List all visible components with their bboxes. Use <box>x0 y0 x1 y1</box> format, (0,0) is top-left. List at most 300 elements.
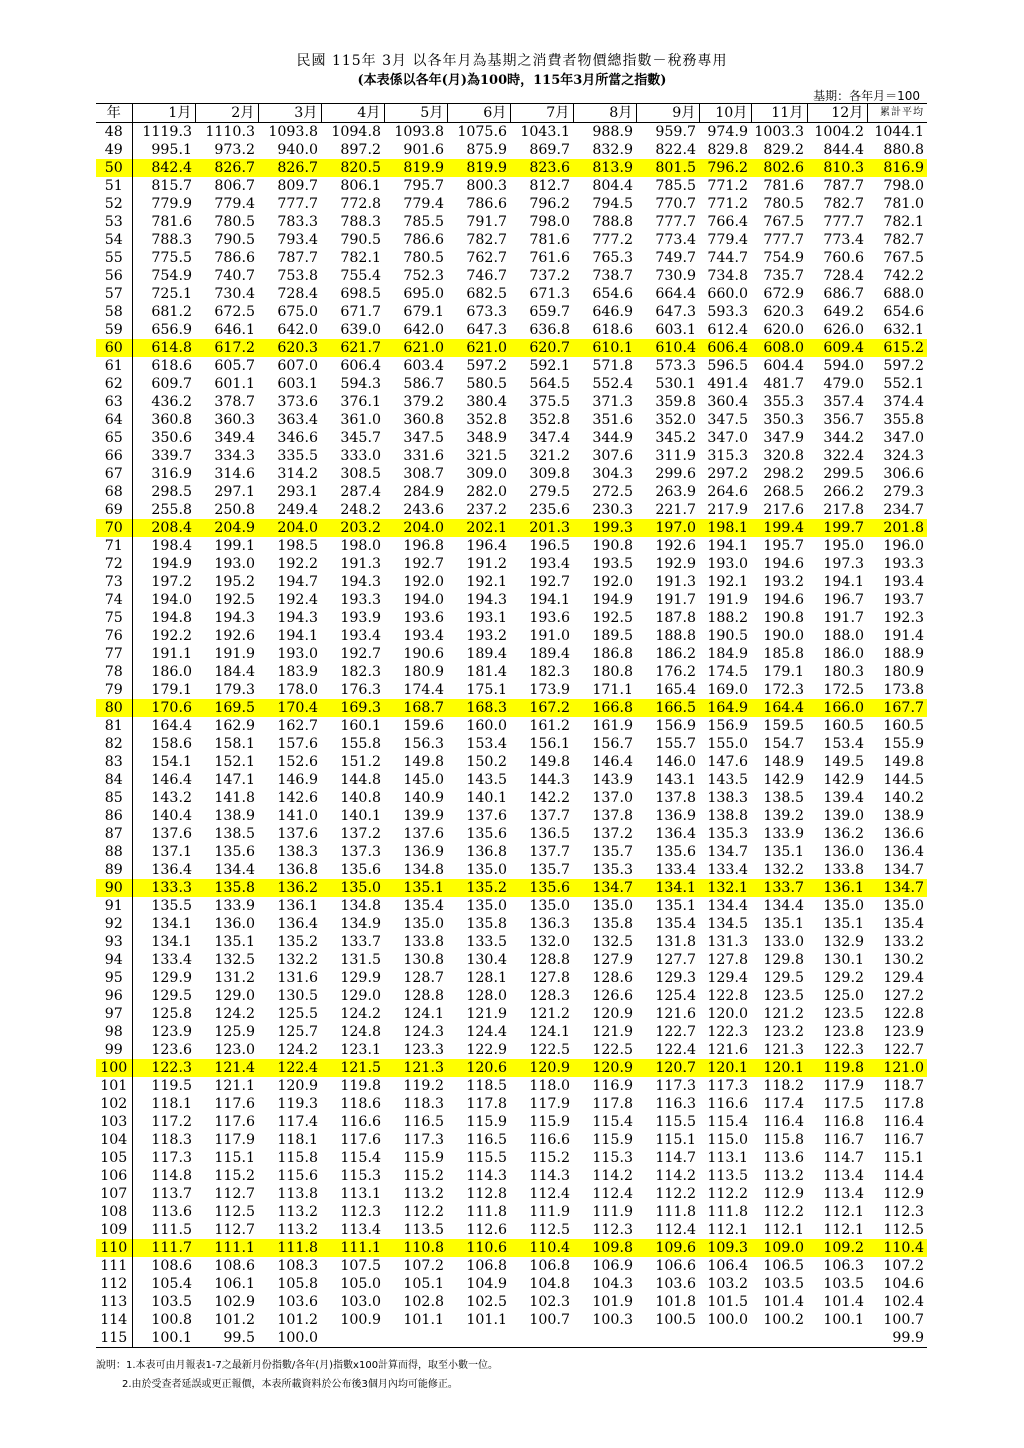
index-cell: 137.0 <box>592 790 633 806</box>
index-cell: 193.6 <box>529 610 570 626</box>
index-cell: 115.3 <box>592 1150 633 1166</box>
index-cell: 204.9 <box>195 519 258 537</box>
index-cell: 786.6 <box>214 250 255 266</box>
average-cell: 324.3 <box>883 448 924 464</box>
index-cell: 786.6 <box>466 196 507 212</box>
year-cell: 102 <box>96 1095 132 1113</box>
index-cell: 134.4 <box>763 898 804 914</box>
index-cell: 356.7 <box>823 412 864 428</box>
index-cell: 101.2 <box>214 1312 255 1328</box>
average-cell: 880.8 <box>883 142 924 158</box>
table-header-row <box>96 104 927 123</box>
index-cell: 194.9 <box>592 592 633 608</box>
index-cell: 193.6 <box>403 610 444 626</box>
index-cell: 121.6 <box>655 1006 696 1022</box>
average-cell: 192.3 <box>883 610 924 626</box>
index-cell: 621.0 <box>447 339 510 357</box>
index-cell: 136.8 <box>466 844 507 860</box>
index-cell: 168.3 <box>447 699 510 717</box>
index-cell: 109.0 <box>751 1239 807 1257</box>
index-cell: 137.2 <box>340 826 381 842</box>
index-cell: 609.4 <box>807 339 867 357</box>
index-cell: 106.4 <box>707 1258 748 1274</box>
average-cell: 767.5 <box>883 250 924 266</box>
index-cell: 166.8 <box>573 699 636 717</box>
index-cell: 112.5 <box>214 1204 255 1220</box>
index-cell: 106.9 <box>592 1258 633 1274</box>
index-cell: 136.4 <box>277 916 318 932</box>
table-row <box>96 1131 927 1149</box>
index-cell: 188.0 <box>823 628 864 644</box>
year-cell: 101 <box>96 1077 132 1095</box>
index-cell: 284.9 <box>403 484 444 500</box>
table-row <box>96 681 927 699</box>
index-cell: 119.2 <box>403 1078 444 1094</box>
index-cell: 129.4 <box>707 970 748 986</box>
index-cell: 129.0 <box>340 988 381 1004</box>
index-cell: 822.4 <box>655 142 696 158</box>
table-row <box>96 339 927 357</box>
index-cell: 108.6 <box>151 1258 192 1274</box>
index-cell: 103.5 <box>823 1276 864 1292</box>
index-cell: 266.2 <box>823 484 864 500</box>
index-cell: 196.5 <box>529 538 570 554</box>
index-cell: 111.8 <box>466 1204 507 1220</box>
index-cell: 143.2 <box>151 790 192 806</box>
average-cell: 134.7 <box>867 879 927 897</box>
index-cell: 117.8 <box>466 1096 507 1112</box>
index-cell: 111.9 <box>592 1204 633 1220</box>
year-cell: 53 <box>96 213 132 231</box>
index-cell: 636.8 <box>529 322 570 338</box>
index-cell: 135.6 <box>340 862 381 878</box>
index-cell: 103.5 <box>151 1294 192 1310</box>
index-cell: 656.9 <box>151 322 192 338</box>
index-cell: 136.0 <box>823 844 864 860</box>
index-cell: 192.0 <box>403 574 444 590</box>
index-cell: 298.5 <box>151 484 192 500</box>
index-cell: 115.0 <box>707 1132 748 1148</box>
index-cell: 118.3 <box>151 1132 192 1148</box>
index-cell: 122.4 <box>258 1059 321 1077</box>
index-cell: 137.8 <box>655 790 696 806</box>
index-cell: 114.7 <box>823 1150 864 1166</box>
index-cell: 117.6 <box>340 1132 381 1148</box>
index-cell: 316.9 <box>151 466 192 482</box>
index-cell: 132.2 <box>763 862 804 878</box>
index-cell: 117.8 <box>592 1096 633 1112</box>
index-cell: 193.0 <box>707 556 748 572</box>
index-cell: 187.8 <box>655 610 696 626</box>
index-cell: 189.4 <box>529 646 570 662</box>
index-cell: 138.8 <box>707 808 748 824</box>
index-cell: 115.2 <box>403 1168 444 1184</box>
index-cell: 647.3 <box>466 322 507 338</box>
index-cell: 113.6 <box>151 1204 192 1220</box>
year-cell: 65 <box>96 429 132 447</box>
index-cell: 361.0 <box>340 412 381 428</box>
index-cell: 135.4 <box>403 898 444 914</box>
average-cell: 798.0 <box>883 178 924 194</box>
index-cell: 122.3 <box>132 1059 195 1077</box>
index-cell: 182.3 <box>529 664 570 680</box>
index-cell: 134.1 <box>636 879 699 897</box>
column-header-month: 2月 <box>195 104 258 123</box>
index-cell: 118.1 <box>277 1132 318 1148</box>
index-cell: 137.7 <box>529 808 570 824</box>
index-cell: 135.8 <box>466 916 507 932</box>
index-cell: 264.6 <box>707 484 748 500</box>
index-cell: 112.1 <box>763 1222 804 1238</box>
index-cell: 135.0 <box>823 898 864 914</box>
index-cell: 168.7 <box>384 699 447 717</box>
index-cell: 603.1 <box>277 376 318 392</box>
index-cell: 101.4 <box>763 1294 804 1310</box>
index-cell: 777.7 <box>823 214 864 230</box>
table-row <box>96 717 927 735</box>
index-cell: 988.9 <box>592 124 633 140</box>
year-cell: 96 <box>96 987 132 1005</box>
index-cell: 794.5 <box>592 196 633 212</box>
index-cell: 119.5 <box>151 1078 192 1094</box>
index-cell: 136.9 <box>655 808 696 824</box>
year-cell: 58 <box>96 303 132 321</box>
index-cell: 123.5 <box>823 1006 864 1022</box>
index-cell: 603.1 <box>655 322 696 338</box>
average-cell: 133.2 <box>883 934 924 950</box>
index-cell: 137.7 <box>529 844 570 860</box>
index-cell: 112.3 <box>340 1204 381 1220</box>
index-cell: 654.6 <box>592 286 633 302</box>
index-cell: 121.5 <box>321 1059 384 1077</box>
index-cell: 345.7 <box>340 430 381 446</box>
table-row <box>96 735 927 753</box>
table-row <box>96 1239 927 1257</box>
index-cell: 610.1 <box>573 339 636 357</box>
index-cell: 113.4 <box>823 1168 864 1184</box>
index-cell: 184.4 <box>214 664 255 680</box>
index-cell: 132.5 <box>214 952 255 968</box>
average-cell: 140.2 <box>883 790 924 806</box>
index-cell: 135.1 <box>763 844 804 860</box>
index-cell: 125.4 <box>655 988 696 1004</box>
index-cell: 621.0 <box>384 339 447 357</box>
index-cell: 297.1 <box>214 484 255 500</box>
index-cell: 136.2 <box>823 826 864 842</box>
table-row <box>96 825 927 843</box>
index-cell: 165.4 <box>655 682 696 698</box>
index-cell: 221.7 <box>655 502 696 518</box>
index-cell: 199.1 <box>214 538 255 554</box>
index-cell: 132.9 <box>823 934 864 950</box>
average-cell: 552.1 <box>883 376 924 392</box>
index-cell: 146.4 <box>592 754 633 770</box>
year-cell: 87 <box>96 825 132 843</box>
index-cell: 796.2 <box>699 159 751 177</box>
index-cell: 1003.3 <box>754 124 804 140</box>
average-cell: 112.5 <box>883 1222 924 1238</box>
index-cell: 120.6 <box>447 1059 510 1077</box>
index-cell: 564.5 <box>529 376 570 392</box>
index-cell: 127.8 <box>529 970 570 986</box>
index-cell: 121.6 <box>707 1042 748 1058</box>
index-cell: 660.0 <box>707 286 748 302</box>
year-cell: 105 <box>96 1149 132 1167</box>
index-cell: 698.5 <box>340 286 381 302</box>
table-row <box>96 141 927 159</box>
index-cell: 133.8 <box>823 862 864 878</box>
index-cell: 180.9 <box>403 664 444 680</box>
index-cell: 122.5 <box>529 1042 570 1058</box>
average-cell: 138.9 <box>883 808 924 824</box>
index-cell: 780.5 <box>763 196 804 212</box>
index-cell: 117.3 <box>707 1078 748 1094</box>
year-cell: 111 <box>96 1257 132 1275</box>
index-cell: 193.0 <box>214 556 255 572</box>
index-cell: 749.7 <box>655 250 696 266</box>
index-cell: 144.3 <box>529 772 570 788</box>
average-cell: 127.2 <box>883 988 924 1004</box>
year-cell: 95 <box>96 969 132 987</box>
table-row <box>96 897 927 915</box>
index-cell: 121.4 <box>195 1059 258 1077</box>
year-cell: 113 <box>96 1293 132 1311</box>
table-row <box>96 969 927 987</box>
index-cell: 823.6 <box>510 159 573 177</box>
index-cell: 606.4 <box>699 339 751 357</box>
average-cell: 110.4 <box>867 1239 927 1257</box>
index-cell: 131.8 <box>655 934 696 950</box>
index-cell: 189.4 <box>466 646 507 662</box>
index-cell: 122.3 <box>823 1042 864 1058</box>
index-cell: 113.4 <box>340 1222 381 1238</box>
index-cell: 614.8 <box>132 339 195 357</box>
table-row <box>96 285 927 303</box>
index-cell: 182.3 <box>340 664 381 680</box>
index-cell: 801.5 <box>636 159 699 177</box>
index-cell: 194.1 <box>823 574 864 590</box>
index-cell: 359.8 <box>655 394 696 410</box>
index-cell: 120.9 <box>573 1059 636 1077</box>
index-cell: 642.0 <box>277 322 318 338</box>
table-row <box>96 573 927 591</box>
index-cell: 138.9 <box>214 808 255 824</box>
index-cell: 113.1 <box>707 1150 748 1166</box>
year-cell: 73 <box>96 573 132 591</box>
table-row <box>96 375 927 393</box>
index-cell: 194.1 <box>707 538 748 554</box>
index-cell: 106.8 <box>529 1258 570 1274</box>
index-cell: 100.9 <box>340 1312 381 1328</box>
index-cell: 134.8 <box>403 862 444 878</box>
year-cell: 107 <box>96 1185 132 1203</box>
index-cell: 782.7 <box>823 196 864 212</box>
index-cell: 373.6 <box>277 394 318 410</box>
index-cell: 169.3 <box>321 699 384 717</box>
table-row <box>96 1257 927 1275</box>
index-cell: 132.0 <box>529 934 570 950</box>
index-cell: 217.6 <box>763 502 804 518</box>
index-cell: 594.3 <box>340 376 381 392</box>
index-cell: 819.9 <box>447 159 510 177</box>
index-cell: 190.6 <box>403 646 444 662</box>
index-cell: 137.2 <box>592 826 633 842</box>
year-cell: 90 <box>96 879 132 897</box>
index-cell: 100.1 <box>823 1312 864 1328</box>
index-cell: 571.8 <box>592 358 633 374</box>
index-cell <box>321 1329 384 1348</box>
index-cell: 114.2 <box>592 1168 633 1184</box>
index-cell: 138.3 <box>707 790 748 806</box>
index-cell: 646.9 <box>592 304 633 320</box>
index-cell: 307.6 <box>592 448 633 464</box>
index-cell: 184.9 <box>707 646 748 662</box>
index-cell: 191.2 <box>466 556 507 572</box>
index-cell: 122.3 <box>707 1024 748 1040</box>
index-cell: 1094.8 <box>331 124 381 140</box>
index-cell: 115.2 <box>214 1168 255 1184</box>
index-cell: 352.8 <box>529 412 570 428</box>
index-cell: 360.3 <box>214 412 255 428</box>
index-cell: 115.8 <box>277 1150 318 1166</box>
index-cell: 136.9 <box>403 844 444 860</box>
year-cell: 76 <box>96 627 132 645</box>
index-cell: 192.7 <box>403 556 444 572</box>
table-row <box>96 213 927 231</box>
index-cell: 198.4 <box>151 538 192 554</box>
index-cell: 617.2 <box>195 339 258 357</box>
index-cell: 352.0 <box>655 412 696 428</box>
index-cell: 479.0 <box>823 376 864 392</box>
index-cell: 135.2 <box>447 879 510 897</box>
index-cell: 198.5 <box>277 538 318 554</box>
index-cell: 819.9 <box>384 159 447 177</box>
index-cell: 192.2 <box>151 628 192 644</box>
table-row <box>96 357 927 375</box>
index-cell: 194.3 <box>340 574 381 590</box>
index-cell: 138.3 <box>277 844 318 860</box>
year-cell: 66 <box>96 447 132 465</box>
index-cell: 132.5 <box>592 934 633 950</box>
index-cell: 331.6 <box>403 448 444 464</box>
index-cell: 100.2 <box>763 1312 804 1328</box>
index-cell: 179.1 <box>763 664 804 680</box>
index-cell: 334.3 <box>214 448 255 464</box>
index-cell: 826.7 <box>258 159 321 177</box>
index-cell: 192.0 <box>592 574 633 590</box>
index-cell: 191.3 <box>655 574 696 590</box>
index-cell: 194.3 <box>466 592 507 608</box>
index-cell: 169.0 <box>707 682 748 698</box>
index-cell: 157.6 <box>277 736 318 752</box>
index-cell: 174.5 <box>707 664 748 680</box>
index-cell: 129.5 <box>151 988 192 1004</box>
index-cell: 901.6 <box>403 142 444 158</box>
year-cell: 88 <box>96 843 132 861</box>
index-cell: 116.3 <box>655 1096 696 1112</box>
average-cell: 193.3 <box>883 556 924 572</box>
index-cell: 101.1 <box>403 1312 444 1328</box>
index-cell: 133.3 <box>132 879 195 897</box>
index-cell: 123.9 <box>151 1024 192 1040</box>
index-cell: 347.4 <box>529 430 570 446</box>
table-row <box>96 879 927 897</box>
index-cell: 350.3 <box>763 412 804 428</box>
index-cell: 376.1 <box>340 394 381 410</box>
index-cell: 188.2 <box>707 610 748 626</box>
year-cell: 48 <box>96 123 132 142</box>
index-cell: 169.5 <box>195 699 258 717</box>
index-cell: 128.0 <box>466 988 507 1004</box>
index-cell: 193.2 <box>763 574 804 590</box>
index-cell: 607.0 <box>277 358 318 374</box>
index-cell: 1119.3 <box>142 124 192 140</box>
table-row <box>96 987 927 1005</box>
index-cell: 263.9 <box>655 484 696 500</box>
index-cell: 108.6 <box>214 1258 255 1274</box>
index-cell: 973.2 <box>214 142 255 158</box>
index-cell: 192.7 <box>529 574 570 590</box>
index-cell: 730.9 <box>655 268 696 284</box>
year-cell: 69 <box>96 501 132 519</box>
index-cell: 111.7 <box>132 1239 195 1257</box>
index-cell: 124.2 <box>214 1006 255 1022</box>
index-cell: 127.8 <box>707 952 748 968</box>
index-cell: 779.4 <box>403 196 444 212</box>
index-cell: 199.7 <box>807 519 867 537</box>
index-cell: 197.0 <box>636 519 699 537</box>
average-cell: 135.0 <box>883 898 924 914</box>
index-cell: 193.5 <box>592 556 633 572</box>
index-cell: 762.7 <box>466 250 507 266</box>
index-cell: 124.2 <box>340 1006 381 1022</box>
page-subtitle: (本表係以各年(月)為100時，115年3月所當之指數) <box>357 73 667 88</box>
index-cell: 191.3 <box>340 556 381 572</box>
index-cell: 198.0 <box>340 538 381 554</box>
index-cell: 282.0 <box>466 484 507 500</box>
average-cell: 188.9 <box>883 646 924 662</box>
index-cell: 112.4 <box>529 1186 570 1202</box>
index-cell: 112.5 <box>529 1222 570 1238</box>
index-cell: 113.2 <box>403 1186 444 1202</box>
index-cell: 129.5 <box>763 970 804 986</box>
index-cell: 112.2 <box>655 1186 696 1202</box>
index-cell: 133.9 <box>763 826 804 842</box>
index-cell: 112.1 <box>823 1222 864 1238</box>
index-cell: 114.3 <box>466 1168 507 1184</box>
index-cell: 122.4 <box>655 1042 696 1058</box>
index-cell: 149.8 <box>529 754 570 770</box>
index-cell: 120.0 <box>707 1006 748 1022</box>
index-cell: 773.4 <box>655 232 696 248</box>
index-cell: 162.9 <box>214 718 255 734</box>
table-row <box>96 1275 927 1293</box>
average-cell: 116.4 <box>883 1114 924 1130</box>
index-cell: 135.7 <box>529 862 570 878</box>
index-cell: 308.5 <box>340 466 381 482</box>
index-cell: 114.7 <box>655 1150 696 1166</box>
table-row <box>96 303 927 321</box>
index-cell: 1043.1 <box>520 124 570 140</box>
index-cell: 117.5 <box>823 1096 864 1112</box>
index-cell: 154.7 <box>763 736 804 752</box>
index-cell: 106.8 <box>466 1258 507 1274</box>
index-cell: 124.2 <box>277 1042 318 1058</box>
index-cell: 105.1 <box>403 1276 444 1292</box>
index-cell: 135.6 <box>466 826 507 842</box>
year-cell: 92 <box>96 915 132 933</box>
table-row <box>96 231 927 249</box>
